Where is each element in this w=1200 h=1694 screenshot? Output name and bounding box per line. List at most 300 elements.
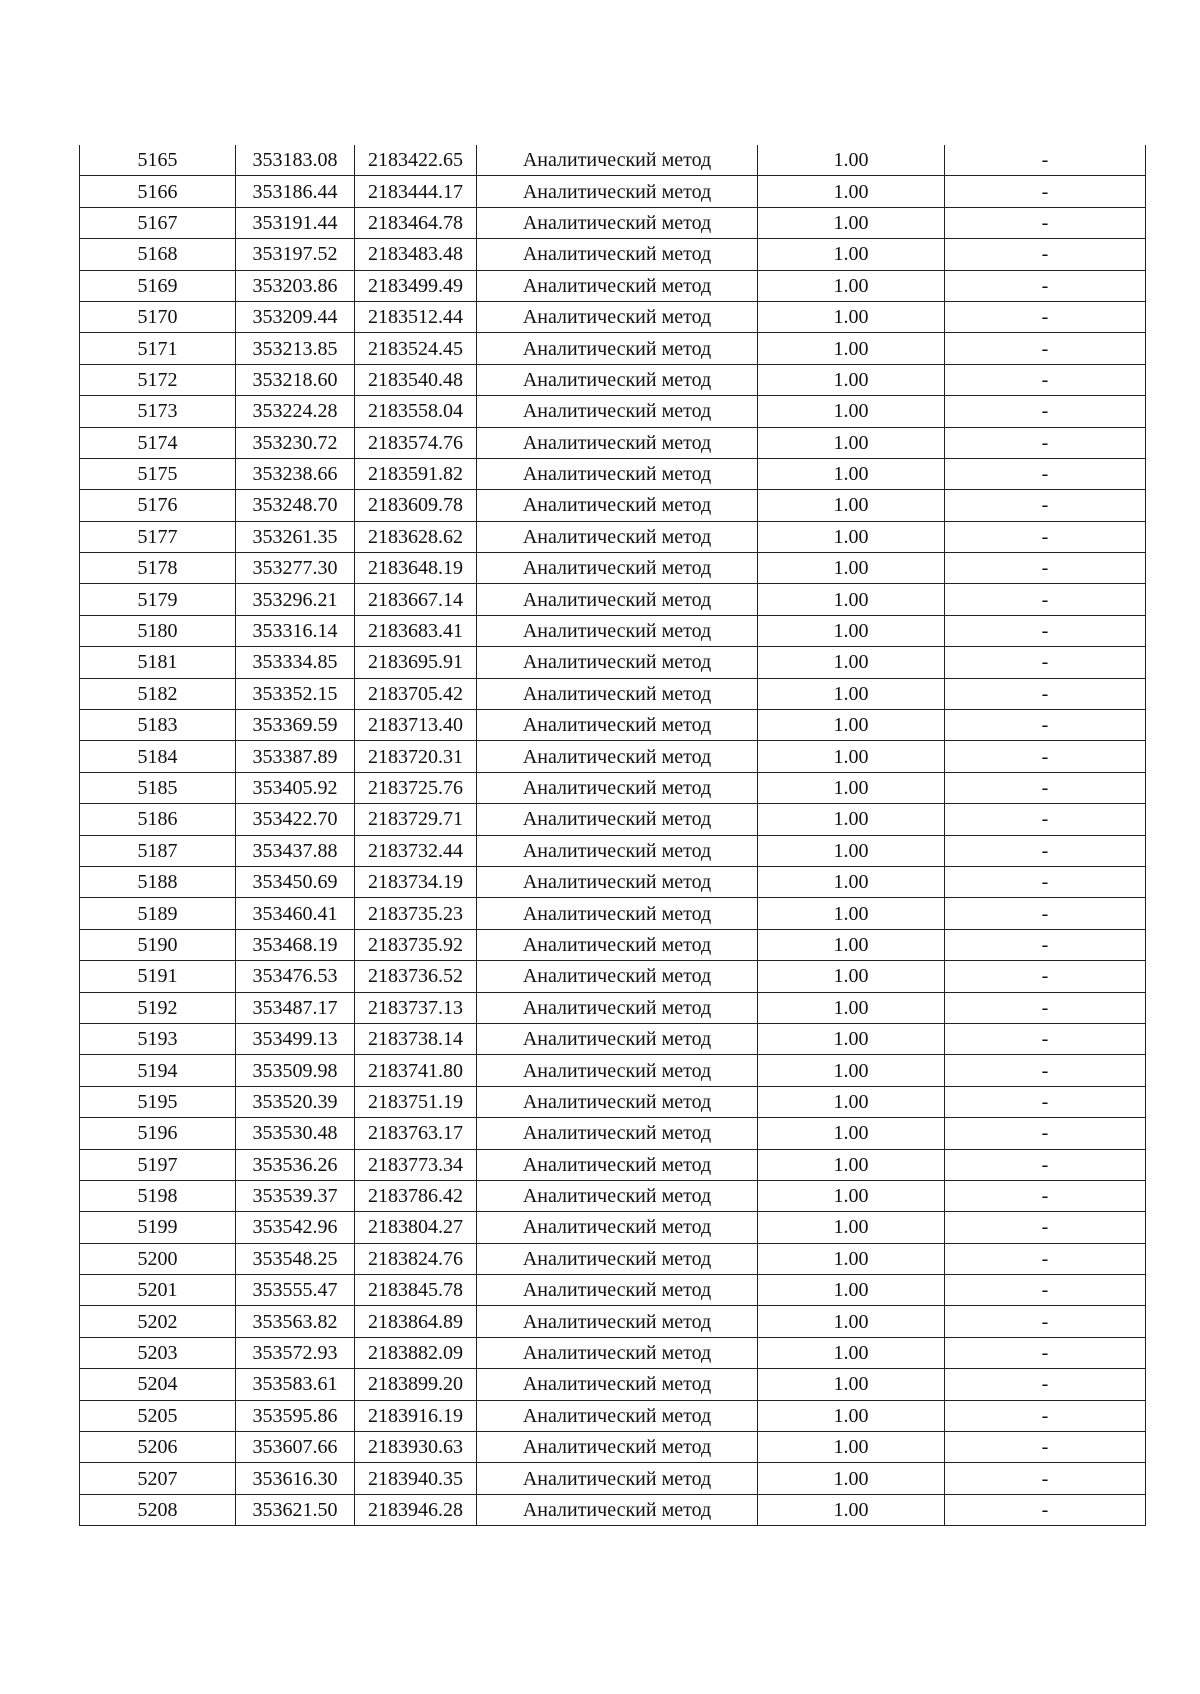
x-coordinate-cell: 353405.92 — [236, 772, 355, 803]
y-coordinate-cell: 2183751.19 — [355, 1086, 477, 1117]
accuracy-cell: 1.00 — [758, 992, 945, 1023]
x-coordinate-cell: 353422.70 — [236, 804, 355, 835]
accuracy-cell: 1.00 — [758, 615, 945, 646]
x-coordinate-cell: 353197.52 — [236, 239, 355, 270]
description-cell: - — [945, 1023, 1146, 1054]
table-row — [80, 1369, 1146, 1400]
x-coordinate-cell: 353616.30 — [236, 1463, 355, 1494]
point-number-cell: 5192 — [80, 992, 236, 1023]
table-row — [80, 584, 1146, 615]
description-cell: - — [945, 553, 1146, 584]
table-row — [80, 835, 1146, 866]
point-number-cell: 5200 — [80, 1243, 236, 1274]
x-coordinate-cell: 353387.89 — [236, 741, 355, 772]
point-number-cell: 5197 — [80, 1149, 236, 1180]
method-cell: Аналитический метод — [477, 804, 758, 835]
y-coordinate-cell: 2183444.17 — [355, 176, 477, 207]
table-row — [80, 270, 1146, 301]
method-cell: Аналитический метод — [477, 1180, 758, 1211]
y-coordinate-cell: 2183737.13 — [355, 992, 477, 1023]
accuracy-cell: 1.00 — [758, 710, 945, 741]
method-cell: Аналитический метод — [477, 710, 758, 741]
x-coordinate-cell: 353186.44 — [236, 176, 355, 207]
accuracy-cell: 1.00 — [758, 898, 945, 929]
table-row — [80, 333, 1146, 364]
method-cell: Аналитический метод — [477, 1275, 758, 1306]
description-cell: - — [945, 772, 1146, 803]
y-coordinate-cell: 2183540.48 — [355, 364, 477, 395]
y-coordinate-cell: 2183899.20 — [355, 1369, 477, 1400]
method-cell: Аналитический метод — [477, 145, 758, 176]
point-number-cell: 5169 — [80, 270, 236, 301]
y-coordinate-cell: 2183609.78 — [355, 490, 477, 521]
description-cell: - — [945, 961, 1146, 992]
table-row — [80, 1463, 1146, 1494]
point-number-cell: 5188 — [80, 866, 236, 897]
description-cell: - — [945, 866, 1146, 897]
x-coordinate-cell: 353499.13 — [236, 1023, 355, 1054]
description-cell: - — [945, 1463, 1146, 1494]
x-coordinate-cell: 353334.85 — [236, 647, 355, 678]
point-number-cell: 5170 — [80, 301, 236, 332]
y-coordinate-cell: 2183422.65 — [355, 145, 477, 176]
table-row — [80, 553, 1146, 584]
table-row — [80, 1306, 1146, 1337]
accuracy-cell: 1.00 — [758, 1086, 945, 1117]
x-coordinate-cell: 353191.44 — [236, 207, 355, 238]
y-coordinate-cell: 2183705.42 — [355, 678, 477, 709]
accuracy-cell: 1.00 — [758, 1337, 945, 1368]
accuracy-cell: 1.00 — [758, 772, 945, 803]
point-number-cell: 5165 — [80, 145, 236, 176]
y-coordinate-cell: 2183736.52 — [355, 961, 477, 992]
method-cell: Аналитический метод — [477, 427, 758, 458]
description-cell: - — [945, 1212, 1146, 1243]
method-cell: Аналитический метод — [477, 898, 758, 929]
point-number-cell: 5183 — [80, 710, 236, 741]
x-coordinate-cell: 353209.44 — [236, 301, 355, 332]
method-cell: Аналитический метод — [477, 207, 758, 238]
accuracy-cell: 1.00 — [758, 1494, 945, 1525]
method-cell: Аналитический метод — [477, 929, 758, 960]
table-row — [80, 239, 1146, 270]
y-coordinate-cell: 2183916.19 — [355, 1400, 477, 1431]
y-coordinate-cell: 2183729.71 — [355, 804, 477, 835]
y-coordinate-cell: 2183804.27 — [355, 1212, 477, 1243]
point-number-cell: 5173 — [80, 396, 236, 427]
y-coordinate-cell: 2183734.19 — [355, 866, 477, 897]
description-cell: - — [945, 1055, 1146, 1086]
description-cell: - — [945, 584, 1146, 615]
description-cell: - — [945, 1243, 1146, 1274]
method-cell: Аналитический метод — [477, 458, 758, 489]
point-number-cell: 5185 — [80, 772, 236, 803]
x-coordinate-cell: 353468.19 — [236, 929, 355, 960]
accuracy-cell: 1.00 — [758, 176, 945, 207]
accuracy-cell: 1.00 — [758, 333, 945, 364]
table-row — [80, 1149, 1146, 1180]
x-coordinate-cell: 353437.88 — [236, 835, 355, 866]
x-coordinate-cell: 353352.15 — [236, 678, 355, 709]
table-row — [80, 929, 1146, 960]
point-number-cell: 5176 — [80, 490, 236, 521]
method-cell: Аналитический метод — [477, 1306, 758, 1337]
table-row — [80, 741, 1146, 772]
method-cell: Аналитический метод — [477, 490, 758, 521]
x-coordinate-cell: 353183.08 — [236, 145, 355, 176]
point-number-cell: 5196 — [80, 1118, 236, 1149]
description-cell: - — [945, 396, 1146, 427]
method-cell: Аналитический метод — [477, 615, 758, 646]
y-coordinate-cell: 2183667.14 — [355, 584, 477, 615]
accuracy-cell: 1.00 — [758, 1243, 945, 1274]
accuracy-cell: 1.00 — [758, 1275, 945, 1306]
table-row — [80, 647, 1146, 678]
table-row — [80, 1023, 1146, 1054]
y-coordinate-cell: 2183735.92 — [355, 929, 477, 960]
point-number-cell: 5175 — [80, 458, 236, 489]
x-coordinate-cell: 353218.60 — [236, 364, 355, 395]
y-coordinate-cell: 2183738.14 — [355, 1023, 477, 1054]
table-row — [80, 1275, 1146, 1306]
method-cell: Аналитический метод — [477, 301, 758, 332]
table-row — [80, 866, 1146, 897]
description-cell: - — [945, 898, 1146, 929]
x-coordinate-cell: 353548.25 — [236, 1243, 355, 1274]
method-cell: Аналитический метод — [477, 1086, 758, 1117]
method-cell: Аналитический метод — [477, 1023, 758, 1054]
table-row — [80, 1432, 1146, 1463]
y-coordinate-cell: 2183882.09 — [355, 1337, 477, 1368]
description-cell: - — [945, 615, 1146, 646]
accuracy-cell: 1.00 — [758, 1023, 945, 1054]
point-number-cell: 5206 — [80, 1432, 236, 1463]
table-row — [80, 396, 1146, 427]
y-coordinate-cell: 2183845.78 — [355, 1275, 477, 1306]
point-number-cell: 5207 — [80, 1463, 236, 1494]
accuracy-cell: 1.00 — [758, 490, 945, 521]
point-number-cell: 5182 — [80, 678, 236, 709]
accuracy-cell: 1.00 — [758, 396, 945, 427]
table-row — [80, 521, 1146, 552]
y-coordinate-cell: 2183464.78 — [355, 207, 477, 238]
table-row — [80, 207, 1146, 238]
method-cell: Аналитический метод — [477, 835, 758, 866]
y-coordinate-cell: 2183683.41 — [355, 615, 477, 646]
point-number-cell: 5180 — [80, 615, 236, 646]
accuracy-cell: 1.00 — [758, 553, 945, 584]
y-coordinate-cell: 2183483.48 — [355, 239, 477, 270]
table-row — [80, 1400, 1146, 1431]
method-cell: Аналитический метод — [477, 584, 758, 615]
description-cell: - — [945, 1149, 1146, 1180]
method-cell: Аналитический метод — [477, 1463, 758, 1494]
point-number-cell: 5191 — [80, 961, 236, 992]
description-cell: - — [945, 1400, 1146, 1431]
x-coordinate-cell: 353487.17 — [236, 992, 355, 1023]
x-coordinate-cell: 353542.96 — [236, 1212, 355, 1243]
point-number-cell: 5193 — [80, 1023, 236, 1054]
point-number-cell: 5167 — [80, 207, 236, 238]
table-row — [80, 490, 1146, 521]
y-coordinate-cell: 2183940.35 — [355, 1463, 477, 1494]
point-number-cell: 5202 — [80, 1306, 236, 1337]
point-number-cell: 5166 — [80, 176, 236, 207]
x-coordinate-cell: 353539.37 — [236, 1180, 355, 1211]
description-cell: - — [945, 333, 1146, 364]
method-cell: Аналитический метод — [477, 866, 758, 897]
x-coordinate-cell: 353621.50 — [236, 1494, 355, 1525]
x-coordinate-cell: 353607.66 — [236, 1432, 355, 1463]
x-coordinate-cell: 353238.66 — [236, 458, 355, 489]
method-cell: Аналитический метод — [477, 239, 758, 270]
table-row — [80, 1118, 1146, 1149]
x-coordinate-cell: 353296.21 — [236, 584, 355, 615]
y-coordinate-cell: 2183720.31 — [355, 741, 477, 772]
y-coordinate-cell: 2183732.44 — [355, 835, 477, 866]
y-coordinate-cell: 2183524.45 — [355, 333, 477, 364]
accuracy-cell: 1.00 — [758, 929, 945, 960]
method-cell: Аналитический метод — [477, 961, 758, 992]
method-cell: Аналитический метод — [477, 1243, 758, 1274]
accuracy-cell: 1.00 — [758, 301, 945, 332]
accuracy-cell: 1.00 — [758, 458, 945, 489]
y-coordinate-cell: 2183648.19 — [355, 553, 477, 584]
accuracy-cell: 1.00 — [758, 239, 945, 270]
accuracy-cell: 1.00 — [758, 741, 945, 772]
point-number-cell: 5179 — [80, 584, 236, 615]
table-row — [80, 898, 1146, 929]
description-cell: - — [945, 1086, 1146, 1117]
table-row — [80, 772, 1146, 803]
point-number-cell: 5195 — [80, 1086, 236, 1117]
description-cell: - — [945, 835, 1146, 866]
table-row — [80, 1055, 1146, 1086]
description-cell: - — [945, 1180, 1146, 1211]
point-number-cell: 5190 — [80, 929, 236, 960]
y-coordinate-cell: 2183628.62 — [355, 521, 477, 552]
point-number-cell: 5199 — [80, 1212, 236, 1243]
accuracy-cell: 1.00 — [758, 804, 945, 835]
method-cell: Аналитический метод — [477, 553, 758, 584]
point-number-cell: 5186 — [80, 804, 236, 835]
x-coordinate-cell: 353572.93 — [236, 1337, 355, 1368]
accuracy-cell: 1.00 — [758, 835, 945, 866]
accuracy-cell: 1.00 — [758, 584, 945, 615]
x-coordinate-cell: 353450.69 — [236, 866, 355, 897]
table-row — [80, 1212, 1146, 1243]
accuracy-cell: 1.00 — [758, 145, 945, 176]
table-row — [80, 301, 1146, 332]
description-cell: - — [945, 647, 1146, 678]
method-cell: Аналитический метод — [477, 333, 758, 364]
point-number-cell: 5172 — [80, 364, 236, 395]
method-cell: Аналитический метод — [477, 396, 758, 427]
description-cell: - — [945, 176, 1146, 207]
table-row — [80, 1180, 1146, 1211]
description-cell: - — [945, 364, 1146, 395]
table-row — [80, 145, 1146, 176]
point-number-cell: 5203 — [80, 1337, 236, 1368]
accuracy-cell: 1.00 — [758, 1369, 945, 1400]
description-cell: - — [945, 207, 1146, 238]
y-coordinate-cell: 2183499.49 — [355, 270, 477, 301]
y-coordinate-cell: 2183512.44 — [355, 301, 477, 332]
x-coordinate-cell: 353520.39 — [236, 1086, 355, 1117]
method-cell: Аналитический метод — [477, 270, 758, 301]
description-cell: - — [945, 1369, 1146, 1400]
point-number-cell: 5204 — [80, 1369, 236, 1400]
point-number-cell: 5178 — [80, 553, 236, 584]
point-number-cell: 5198 — [80, 1180, 236, 1211]
x-coordinate-cell: 353203.86 — [236, 270, 355, 301]
y-coordinate-cell: 2183864.89 — [355, 1306, 477, 1337]
x-coordinate-cell: 353555.47 — [236, 1275, 355, 1306]
y-coordinate-cell: 2183763.17 — [355, 1118, 477, 1149]
accuracy-cell: 1.00 — [758, 1118, 945, 1149]
x-coordinate-cell: 353476.53 — [236, 961, 355, 992]
description-cell: - — [945, 929, 1146, 960]
x-coordinate-cell: 353248.70 — [236, 490, 355, 521]
method-cell: Аналитический метод — [477, 647, 758, 678]
y-coordinate-cell: 2183773.34 — [355, 1149, 477, 1180]
table-row — [80, 678, 1146, 709]
description-cell: - — [945, 301, 1146, 332]
y-coordinate-cell: 2183713.40 — [355, 710, 477, 741]
method-cell: Аналитический метод — [477, 1212, 758, 1243]
x-coordinate-cell: 353536.26 — [236, 1149, 355, 1180]
description-cell: - — [945, 1494, 1146, 1525]
point-number-cell: 5201 — [80, 1275, 236, 1306]
description-cell: - — [945, 427, 1146, 458]
x-coordinate-cell: 353213.85 — [236, 333, 355, 364]
y-coordinate-cell: 2183741.80 — [355, 1055, 477, 1086]
table-row — [80, 615, 1146, 646]
table-row — [80, 1494, 1146, 1525]
description-cell: - — [945, 1432, 1146, 1463]
point-number-cell: 5187 — [80, 835, 236, 866]
coordinates-table — [79, 145, 1146, 1526]
x-coordinate-cell: 353369.59 — [236, 710, 355, 741]
accuracy-cell: 1.00 — [758, 647, 945, 678]
description-cell: - — [945, 1118, 1146, 1149]
accuracy-cell: 1.00 — [758, 1432, 945, 1463]
accuracy-cell: 1.00 — [758, 207, 945, 238]
y-coordinate-cell: 2183574.76 — [355, 427, 477, 458]
point-number-cell: 5194 — [80, 1055, 236, 1086]
x-coordinate-cell: 353460.41 — [236, 898, 355, 929]
description-cell: - — [945, 992, 1146, 1023]
point-number-cell: 5208 — [80, 1494, 236, 1525]
x-coordinate-cell: 353316.14 — [236, 615, 355, 646]
accuracy-cell: 1.00 — [758, 1463, 945, 1494]
accuracy-cell: 1.00 — [758, 1400, 945, 1431]
x-coordinate-cell: 353230.72 — [236, 427, 355, 458]
method-cell: Аналитический метод — [477, 1337, 758, 1368]
method-cell: Аналитический метод — [477, 1432, 758, 1463]
description-cell: - — [945, 458, 1146, 489]
method-cell: Аналитический метод — [477, 992, 758, 1023]
y-coordinate-cell: 2183786.42 — [355, 1180, 477, 1211]
method-cell: Аналитический метод — [477, 1118, 758, 1149]
description-cell: - — [945, 145, 1146, 176]
description-cell: - — [945, 270, 1146, 301]
point-number-cell: 5168 — [80, 239, 236, 270]
accuracy-cell: 1.00 — [758, 678, 945, 709]
method-cell: Аналитический метод — [477, 678, 758, 709]
y-coordinate-cell: 2183558.04 — [355, 396, 477, 427]
y-coordinate-cell: 2183824.76 — [355, 1243, 477, 1274]
method-cell: Аналитический метод — [477, 364, 758, 395]
description-cell: - — [945, 710, 1146, 741]
method-cell: Аналитический метод — [477, 772, 758, 803]
method-cell: Аналитический метод — [477, 741, 758, 772]
description-cell: - — [945, 490, 1146, 521]
point-number-cell: 5184 — [80, 741, 236, 772]
accuracy-cell: 1.00 — [758, 1306, 945, 1337]
table-row — [80, 364, 1146, 395]
accuracy-cell: 1.00 — [758, 961, 945, 992]
table-row — [80, 804, 1146, 835]
x-coordinate-cell: 353583.61 — [236, 1369, 355, 1400]
method-cell: Аналитический метод — [477, 1400, 758, 1431]
method-cell: Аналитический метод — [477, 521, 758, 552]
description-cell: - — [945, 678, 1146, 709]
method-cell: Аналитический метод — [477, 1055, 758, 1086]
point-number-cell: 5174 — [80, 427, 236, 458]
accuracy-cell: 1.00 — [758, 1149, 945, 1180]
table-row — [80, 961, 1146, 992]
table-row — [80, 176, 1146, 207]
table-row — [80, 1337, 1146, 1368]
y-coordinate-cell: 2183591.82 — [355, 458, 477, 489]
description-cell: - — [945, 521, 1146, 552]
y-coordinate-cell: 2183735.23 — [355, 898, 477, 929]
method-cell: Аналитический метод — [477, 1369, 758, 1400]
x-coordinate-cell: 353224.28 — [236, 396, 355, 427]
table-row — [80, 427, 1146, 458]
description-cell: - — [945, 741, 1146, 772]
accuracy-cell: 1.00 — [758, 427, 945, 458]
y-coordinate-cell: 2183946.28 — [355, 1494, 477, 1525]
point-number-cell: 5205 — [80, 1400, 236, 1431]
description-cell: - — [945, 1337, 1146, 1368]
accuracy-cell: 1.00 — [758, 1180, 945, 1211]
description-cell: - — [945, 1275, 1146, 1306]
x-coordinate-cell: 353595.86 — [236, 1400, 355, 1431]
point-number-cell: 5189 — [80, 898, 236, 929]
table-row — [80, 1086, 1146, 1117]
table-row — [80, 710, 1146, 741]
accuracy-cell: 1.00 — [758, 270, 945, 301]
method-cell: Аналитический метод — [477, 176, 758, 207]
y-coordinate-cell: 2183930.63 — [355, 1432, 477, 1463]
point-number-cell: 5177 — [80, 521, 236, 552]
y-coordinate-cell: 2183725.76 — [355, 772, 477, 803]
table-row — [80, 458, 1146, 489]
accuracy-cell: 1.00 — [758, 521, 945, 552]
x-coordinate-cell: 353530.48 — [236, 1118, 355, 1149]
method-cell: Аналитический метод — [477, 1149, 758, 1180]
table-row — [80, 1243, 1146, 1274]
accuracy-cell: 1.00 — [758, 1055, 945, 1086]
x-coordinate-cell: 353277.30 — [236, 553, 355, 584]
table-row — [80, 992, 1146, 1023]
y-coordinate-cell: 2183695.91 — [355, 647, 477, 678]
x-coordinate-cell: 353261.35 — [236, 521, 355, 552]
description-cell: - — [945, 804, 1146, 835]
description-cell: - — [945, 1306, 1146, 1337]
